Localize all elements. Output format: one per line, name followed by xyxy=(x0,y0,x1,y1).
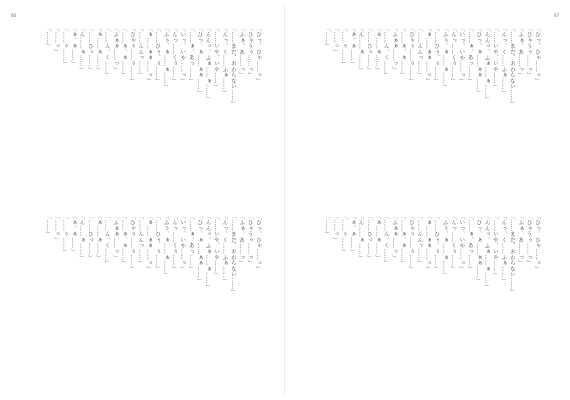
text-line: 「……ひっ……」 xyxy=(86,214,93,261)
text-line: 「……ん、く……」 xyxy=(103,214,110,267)
left-page-lower-text xyxy=(30,214,262,388)
text-line: 「……っ」 xyxy=(332,26,339,55)
text-line: 「……っ」 xyxy=(332,214,339,243)
left-page-upper-text xyxy=(30,26,262,204)
text-line: 「……いや、いや……」 xyxy=(491,214,498,278)
text-line: 「……ぅ……」 xyxy=(340,26,347,67)
text-line: 「ぁ……ぁ……」 xyxy=(95,26,102,73)
text-line: 「……ん、く……」 xyxy=(382,214,389,267)
text-line: 「んっ、く……ふぁ……」 xyxy=(221,214,228,284)
text-line: 「ひっ、ぁ……ぁぁ……」 xyxy=(196,214,203,284)
text-line: 「ひっ、ひゃ……っ」 xyxy=(255,214,261,272)
text-line: 「ぁ、ぁ……」 xyxy=(70,214,77,255)
text-line: 「ふぅ、ぁ……ぁ……」 xyxy=(441,214,448,278)
text-line: 「ひっ、ひゃ……っ」 xyxy=(534,214,540,272)
text-line: 「ひゃうぅ……っ」 xyxy=(246,214,253,267)
text-line: 「ぁ……ぁぁ……っ」 xyxy=(145,26,152,84)
text-line: 「んんっ、ふぁ……ぁ……」 xyxy=(483,26,490,102)
text-line: 「いっ、いや……っ」 xyxy=(179,214,186,272)
text-line: 「ぁ、ぁ……」 xyxy=(349,26,356,67)
text-line: 「んっ……くぅ……」 xyxy=(449,26,456,84)
text-line: 「ぁ……ぁ……」 xyxy=(95,214,102,261)
text-line: 「……いや、いや……」 xyxy=(491,26,498,90)
text-line: 「ん……ぁ……」 xyxy=(78,214,85,261)
text-line: 「ひっ、ぁ……ぁぁ……」 xyxy=(196,26,203,96)
text-line: 「ん……ぁ……」 xyxy=(357,214,364,261)
text-line: 「……ひぅ、ぅ……」 xyxy=(154,26,161,84)
text-line: 「ふぁぁ……っ」 xyxy=(112,26,119,73)
text-line: 「ひっ、ひゃ……っ」 xyxy=(255,26,261,84)
text-line: 「ぁ……ぁ……」 xyxy=(374,214,381,261)
text-line: 「……」 xyxy=(323,26,330,50)
text-line: 「ふぁ、あ……っ」 xyxy=(517,26,524,79)
text-line: 「……ひっ……」 xyxy=(365,26,372,73)
text-line: 「……ぅ……」 xyxy=(61,214,68,255)
text-line: 「ぁ、ぁ……」 xyxy=(349,214,356,255)
text-line: 「……まだ、おわらない……」 xyxy=(508,26,515,108)
text-line: 「……ぁ、ぁ……」 xyxy=(120,214,127,267)
text-line: 「……まだ、おわらない……」 xyxy=(508,214,515,296)
text-line: 「ん……ぁ……」 xyxy=(357,26,364,73)
text-line: 「……ぁ、あっ……」 xyxy=(466,26,473,84)
text-line: 「んんっ、ふぁ……ぁ……」 xyxy=(204,26,211,102)
text-line: 「ふぅ、ぁ……ぁ……」 xyxy=(441,26,448,90)
text-line: 「ひゃぅ……ぅ……」 xyxy=(128,214,135,272)
text-line: 「ひゃうぅ……っ」 xyxy=(246,26,253,79)
text-line: 「ひっ、ひゃ……っ」 xyxy=(534,26,540,84)
text-line: 「……ん、く……」 xyxy=(382,26,389,79)
text-line: 「いっ、いや……っ」 xyxy=(458,214,465,272)
text-line: 「んっ……くぅ……」 xyxy=(170,214,177,272)
text-line: 「……ぁ、あっ……」 xyxy=(187,26,194,84)
text-line: 「……ぁ、ぁ……」 xyxy=(120,26,127,79)
page-number-right: 67 xyxy=(553,13,559,18)
text-line: 「ふぁぁ……っ」 xyxy=(391,214,398,261)
text-line: 「ふぅ、ぁ……ぁ……」 xyxy=(162,214,169,278)
text-line: 「……まだ、おわらない……」 xyxy=(229,26,236,108)
text-line: 「ふぁ、あ……っ」 xyxy=(517,214,524,267)
right-page-upper-text xyxy=(309,26,541,204)
text-line: 「ふぁぁ……っ」 xyxy=(391,26,398,73)
text-line: 「ぁ……ぁぁ……っ」 xyxy=(424,214,431,272)
text-line: 「……ぅ……」 xyxy=(61,26,68,67)
text-line: 「いっ、いや……っ」 xyxy=(458,26,465,84)
text-line: 「んっ、く……ふぁ……」 xyxy=(500,214,507,284)
right-page-lower-text xyxy=(309,214,541,388)
text-line: 「……」 xyxy=(323,214,330,238)
text-line: 「んっ……くぅ……」 xyxy=(170,26,177,84)
text-line: 「ぁ……ぁぁ……っ」 xyxy=(424,26,431,84)
text-line: 「……ぁ、あっ……」 xyxy=(466,214,473,272)
text-line: 「ひゃうぅ……っ」 xyxy=(525,214,532,267)
text-line: 「……っ」 xyxy=(53,214,60,243)
text-line: 「ふぅ、ぁ……ぁ……」 xyxy=(162,26,169,90)
text-line: 「……いや、いや……」 xyxy=(212,214,219,278)
text-line: 「ふぁ、あ……っ」 xyxy=(238,214,245,267)
text-line: 「……ひぅ、ぅ……」 xyxy=(433,26,440,84)
text-line: 「んんっ、ふぁ……ぁ……」 xyxy=(204,214,211,290)
text-line: 「……ん、く……」 xyxy=(103,26,110,79)
text-line: 「ひゃぅ……ぅ……」 xyxy=(128,26,135,84)
text-line: 「……っ」 xyxy=(53,26,60,55)
text-line: 「……」 xyxy=(44,214,51,238)
text-line: 「ぁ、ぁ……」 xyxy=(70,26,77,67)
text-line: 「んっ、く……ふぁ……」 xyxy=(500,26,507,96)
text-line: 「……んんっ……」 xyxy=(416,26,423,79)
text-line: 「ひゃぅ……ぅ……」 xyxy=(407,214,414,272)
text-line: 「ひっ、ぁ……ぁぁ……」 xyxy=(475,214,482,284)
text-line: 「……んんっ……」 xyxy=(137,214,144,267)
text-line: 「……ぁ、あっ……」 xyxy=(187,214,194,272)
text-line: 「んんっ、ふぁ……ぁ……」 xyxy=(483,214,490,290)
text-line: 「……んんっ……」 xyxy=(416,214,423,267)
text-line: 「ん……ぁ……」 xyxy=(78,26,85,73)
text-line: 「……ひっ……」 xyxy=(86,26,93,73)
text-line: 「……ひっ……」 xyxy=(365,214,372,261)
text-line: 「……ぁ、ぁ……」 xyxy=(399,214,406,267)
text-line: 「んっ……くぅ……」 xyxy=(449,214,456,272)
right-page xyxy=(285,0,570,400)
text-line: 「ひゃぅ……ぅ……」 xyxy=(407,26,414,84)
text-line: 「ぁ……ぁぁ……っ」 xyxy=(145,214,152,272)
text-line: 「ひっ、ぁ……ぁぁ……」 xyxy=(475,26,482,96)
text-line: 「……ぁ、ぁ……」 xyxy=(399,26,406,79)
text-line: 「……ひぅ、ぅ……」 xyxy=(433,214,440,272)
text-line: 「……ぅ……」 xyxy=(340,214,347,255)
text-line: 「ふぁぁ……っ」 xyxy=(112,214,119,261)
text-line: 「ぁ……ぁ……」 xyxy=(374,26,381,73)
page-number-left: 66 xyxy=(11,13,17,18)
text-line: 「んっ、く……ふぁ……」 xyxy=(221,26,228,96)
text-line: 「……まだ、おわらない……」 xyxy=(229,214,236,296)
text-line: 「……いや、いや……」 xyxy=(212,26,219,90)
text-line: 「……ひぅ、ぅ……」 xyxy=(154,214,161,272)
text-line: 「ひゃうぅ……っ」 xyxy=(525,26,532,79)
text-line: 「ふぁ、あ……っ」 xyxy=(238,26,245,79)
text-line: 「……んんっ……」 xyxy=(137,26,144,79)
text-line: 「……」 xyxy=(44,26,51,50)
text-line: 「いっ、いや……っ」 xyxy=(179,26,186,84)
